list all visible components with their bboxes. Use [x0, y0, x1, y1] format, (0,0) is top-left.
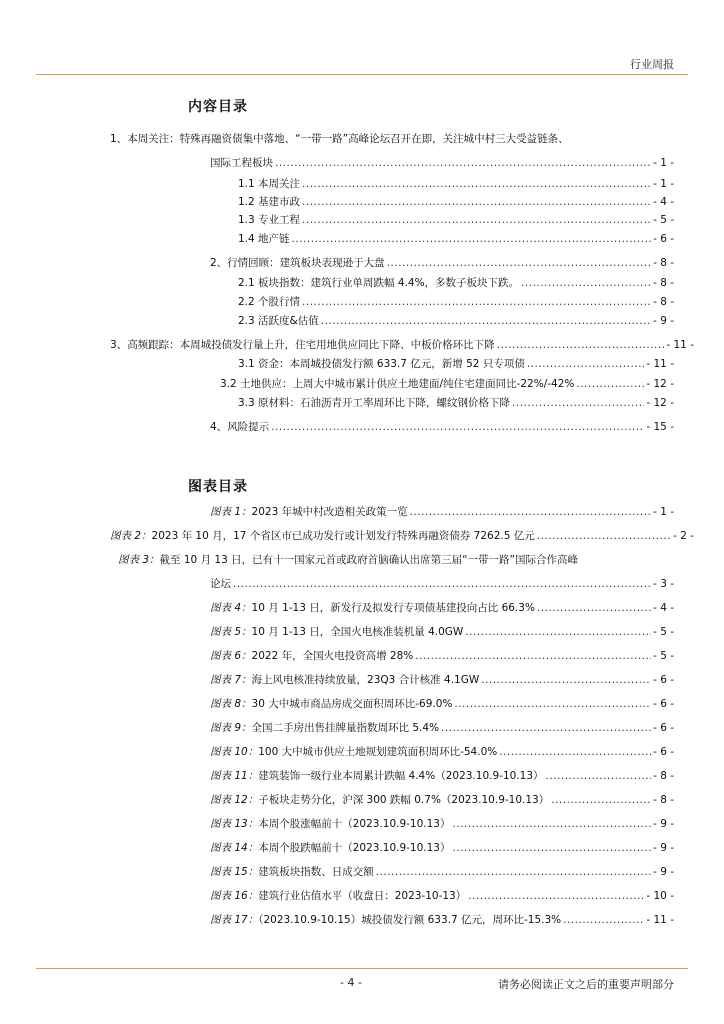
leader-dots	[415, 649, 651, 663]
toc-entry[interactable]	[238, 195, 674, 209]
figure-entry[interactable]	[210, 841, 674, 855]
leader-dots	[453, 841, 652, 855]
toc-entry-page: - 4 -	[653, 196, 674, 208]
figure-entry-3-line1[interactable]	[118, 553, 578, 567]
toc-entry-num: 2.3	[238, 315, 255, 327]
leader-dots	[521, 276, 651, 290]
toc-entry[interactable]	[238, 295, 674, 309]
figure-page: - 1 -	[653, 506, 674, 518]
leader-dots	[387, 256, 651, 270]
toc-entry-page: - 11 -	[666, 339, 694, 351]
toc-entry-num: 1.3	[238, 214, 255, 226]
toc-entry-text: 国际工程板块	[210, 157, 273, 169]
toc-entry-num: 4、	[210, 421, 228, 433]
figure-label: 图表 2：	[110, 530, 152, 542]
footer-disclaimer: 请务必阅读正文之后的重要声明部分	[498, 978, 674, 991]
toc-entry[interactable]	[220, 377, 674, 391]
toc-entry-page: - 6 -	[653, 233, 674, 245]
leader-dots	[465, 625, 651, 639]
figure-text: 2022 年，全国火电投资高增 28%	[251, 650, 414, 662]
figure-page: - 9 -	[653, 866, 674, 878]
leader-dots	[302, 295, 651, 309]
leader-dots	[537, 529, 671, 543]
figure-label: 图表 6：	[210, 650, 252, 662]
figure-page: - 4 -	[653, 602, 674, 614]
figure-page: - 5 -	[653, 650, 674, 662]
toc-entry[interactable]	[238, 213, 674, 227]
figure-text: 100 大中城市供应土地规划建筑面积周环比-54.0%	[258, 746, 498, 758]
figure-page: - 9 -	[653, 842, 674, 854]
figure-entry[interactable]	[210, 601, 674, 615]
figure-entry-3-line2[interactable]	[210, 577, 674, 591]
leader-dots	[497, 338, 665, 352]
figure-page: - 6 -	[653, 746, 674, 758]
figure-label: 图表 10：	[210, 746, 259, 758]
leader-dots	[468, 889, 644, 903]
toc-entry-page: - 12 -	[646, 397, 674, 409]
figure-entry[interactable]	[210, 817, 674, 831]
toc-entry-num: 1.1	[238, 178, 255, 190]
toc-entry-text: 原材料：石油沥青开工率周环比下降，螺纹钢价格下降	[258, 397, 511, 409]
figure-label: 图表 7：	[210, 674, 252, 686]
leader-dots	[302, 177, 651, 191]
toc-entry-text: 地产链	[258, 233, 290, 245]
toc-entry[interactable]	[210, 256, 674, 270]
figure-page: - 6 -	[653, 698, 674, 710]
figure-entry[interactable]	[210, 697, 674, 711]
figure-entry[interactable]	[210, 889, 674, 903]
leader-dots	[376, 865, 651, 879]
toc-entry-page: - 5 -	[653, 214, 674, 226]
figure-entry[interactable]	[110, 529, 694, 543]
figure-label: 图表 9：	[210, 722, 252, 734]
figure-text: 论坛	[210, 578, 231, 590]
toc-entry-num: 3.2	[220, 378, 237, 390]
leader-dots	[441, 721, 651, 735]
figure-text: 本周个股跌幅前十（2023.10.9-10.13）	[258, 842, 451, 854]
leader-dots	[302, 195, 651, 209]
toc-entry-text: 资金：本周城投债发行额 633.7 亿元，新增 52 只专项债	[258, 358, 525, 370]
figure-entry[interactable]	[210, 673, 674, 687]
toc-entry-num: 3.3	[238, 397, 255, 409]
figure-label: 图表 14：	[210, 842, 259, 854]
toc-entry-page: - 1 -	[653, 178, 674, 190]
figure-text: 建筑行业估值水平（收盘日：2023-10-13）	[258, 890, 467, 902]
figure-entry[interactable]	[210, 721, 674, 735]
toc-entry[interactable]	[110, 338, 694, 352]
figure-page: - 6 -	[653, 722, 674, 734]
figure-text: 10 月 1-13 日，新发行及拟发行专项债基建投向占比 66.3%	[251, 602, 535, 614]
figure-label: 图表 13：	[210, 818, 259, 830]
figure-text: 全国二手房出售挂牌量指数周环比 5.4%	[251, 722, 440, 734]
header-divider	[36, 74, 688, 75]
figure-label: 图表 8：	[210, 698, 252, 710]
toc-entry-text: 基建市政	[258, 196, 301, 208]
figure-text: 建筑板块指数、日成交额	[258, 866, 374, 878]
figure-label: 图表 1：	[210, 506, 252, 518]
toc-title: 内容目录	[188, 99, 248, 115]
figure-label: 图表 4：	[210, 602, 252, 614]
figure-text: 本周个股涨幅前十（2023.10.9-10.13）	[258, 818, 451, 830]
figure-entry[interactable]	[210, 769, 674, 783]
toc-entry-text: 高频跟踪：本周城投债发行量上升，住宅用地供应同比下降、中板价格环比下降	[127, 339, 495, 351]
figure-text: （2023.10.9-10.15）城投债发行额 633.7 亿元，周环比-15.3%	[258, 914, 562, 926]
figure-entry[interactable]	[210, 505, 674, 519]
leader-dots	[321, 314, 651, 328]
figure-text: 2023 年城中村改造相关政策一览	[251, 506, 408, 518]
figure-text: 建筑装饰一级行业本周累计跌幅 4.4%（2023.10.9-10.13）	[258, 770, 544, 782]
figure-page: - 8 -	[653, 770, 674, 782]
toc-entry[interactable]	[210, 420, 674, 434]
toc-entry-page: - 8 -	[653, 257, 674, 269]
toc-entry-text: 本周关注	[258, 178, 301, 190]
leader-dots	[453, 817, 652, 831]
toc-entry-num: 1、	[110, 133, 128, 145]
leader-dots	[454, 697, 651, 711]
toc-entry-text: 本周关注：特殊再融资债集中落地、“一带一路”高峰论坛召开在即，关注城中村三大受益链条、	[127, 133, 569, 145]
toc-entry-num: 2.1	[238, 277, 255, 289]
leader-dots	[302, 213, 651, 227]
leader-dots	[271, 420, 644, 434]
toc-entry-page: - 8 -	[653, 277, 674, 289]
leader-dots	[499, 745, 651, 759]
toc-entry[interactable]	[238, 314, 674, 328]
footer-page-number: - 4 -	[340, 976, 362, 989]
leader-dots	[512, 396, 644, 410]
toc-entry-num: 3.1	[238, 358, 255, 370]
toc-entry-1-line2[interactable]	[210, 156, 674, 170]
leader-dots	[576, 377, 644, 391]
toc-entry-text: 行情回顾：建筑板块表现逊于大盘	[227, 257, 385, 269]
footer-divider	[36, 968, 688, 969]
figure-entry[interactable]	[210, 793, 674, 807]
toc-entry-text: 风险提示	[227, 421, 270, 433]
figures-title: 图表目录	[188, 479, 248, 495]
leader-dots	[233, 577, 651, 591]
figure-page: - 8 -	[653, 794, 674, 806]
leader-dots	[410, 505, 651, 519]
toc-entry[interactable]	[238, 177, 674, 191]
toc-entry-num: 1.4	[238, 233, 255, 245]
figure-label: 图表 5：	[210, 626, 252, 638]
leader-dots	[527, 357, 645, 371]
toc-entry-num: 2、	[210, 257, 228, 269]
figure-text: 10 月 1-13 日，全国火电核准装机量 4.0GW	[251, 626, 464, 638]
toc-entry-text: 土地供应：上周大中城市累计供应土地建面/纯住宅建面同比-22%/-42%	[240, 378, 575, 390]
figure-page: - 11 -	[646, 914, 674, 926]
toc-entry[interactable]	[238, 276, 674, 290]
figure-page: - 10 -	[646, 890, 674, 902]
toc-entry[interactable]	[238, 357, 674, 371]
figure-text: 子板块走势分化，沪深 300 跌幅 0.7%（2023.10.9-10.13）	[258, 794, 550, 806]
toc-entry-page: - 9 -	[653, 315, 674, 327]
figure-page: - 5 -	[653, 626, 674, 638]
figure-text: 2023 年 10 月，17 个省区市已成功发行或计划发行特殊再融资债券 7262.5 亿元	[151, 530, 535, 542]
figure-page: - 3 -	[653, 578, 674, 590]
toc-entry-num: 2.2	[238, 296, 255, 308]
figure-text: 30 大中城市商品房成交面积周环比-69.0%	[251, 698, 453, 710]
leader-dots	[481, 673, 651, 687]
toc-entry-page: - 15 -	[646, 421, 674, 433]
leader-dots	[563, 913, 644, 927]
figure-page: - 9 -	[653, 818, 674, 830]
toc-entry-text: 个股行情	[258, 296, 301, 308]
toc-entry-page: - 11 -	[646, 358, 674, 370]
leader-dots	[546, 769, 652, 783]
toc-entry-num: 3、	[110, 339, 128, 351]
report-type-header: 行业周报	[630, 58, 674, 71]
figure-entry[interactable]	[210, 625, 674, 639]
toc-entry-num: 1.2	[238, 196, 255, 208]
toc-entry-text: 板块指数：建筑行业单周跌幅 4.4%，多数子板块下跌。	[258, 277, 520, 289]
leader-dots	[551, 793, 651, 807]
figure-label: 图表 17：	[210, 914, 259, 926]
figure-label: 图表 16：	[210, 890, 259, 902]
leader-dots	[537, 601, 651, 615]
toc-entry-text: 活跃度&估值	[258, 315, 319, 327]
figure-label: 图表 3：	[118, 554, 160, 566]
toc-entry[interactable]	[238, 396, 674, 410]
figure-page: - 6 -	[653, 674, 674, 686]
toc-entry-page: - 12 -	[646, 378, 674, 390]
toc-entry-text: 专业工程	[258, 214, 301, 226]
leader-dots	[275, 156, 651, 170]
figure-entry[interactable]	[210, 745, 674, 759]
figure-entry[interactable]	[210, 649, 674, 663]
figure-entry[interactable]	[210, 913, 674, 927]
toc-entry-1-line1[interactable]	[110, 132, 569, 146]
toc-entry-page: - 8 -	[653, 296, 674, 308]
figure-label: 图表 15：	[210, 866, 259, 878]
leader-dots	[292, 232, 652, 246]
figure-label: 图表 11：	[210, 770, 259, 782]
figure-page: - 2 -	[673, 530, 694, 542]
figure-label: 图表 12：	[210, 794, 259, 806]
toc-entry-page: - 1 -	[653, 157, 674, 169]
figure-text: 海上风电核准持续放量，23Q3 合计核准 4.1GW	[251, 674, 480, 686]
toc-entry[interactable]	[238, 232, 674, 246]
figure-text: 截至 10 月 13 日，已有十一国家元首或政府首脑确认出席第三届“一带一路”国际合作高峰	[159, 554, 578, 566]
figure-entry[interactable]	[210, 865, 674, 879]
